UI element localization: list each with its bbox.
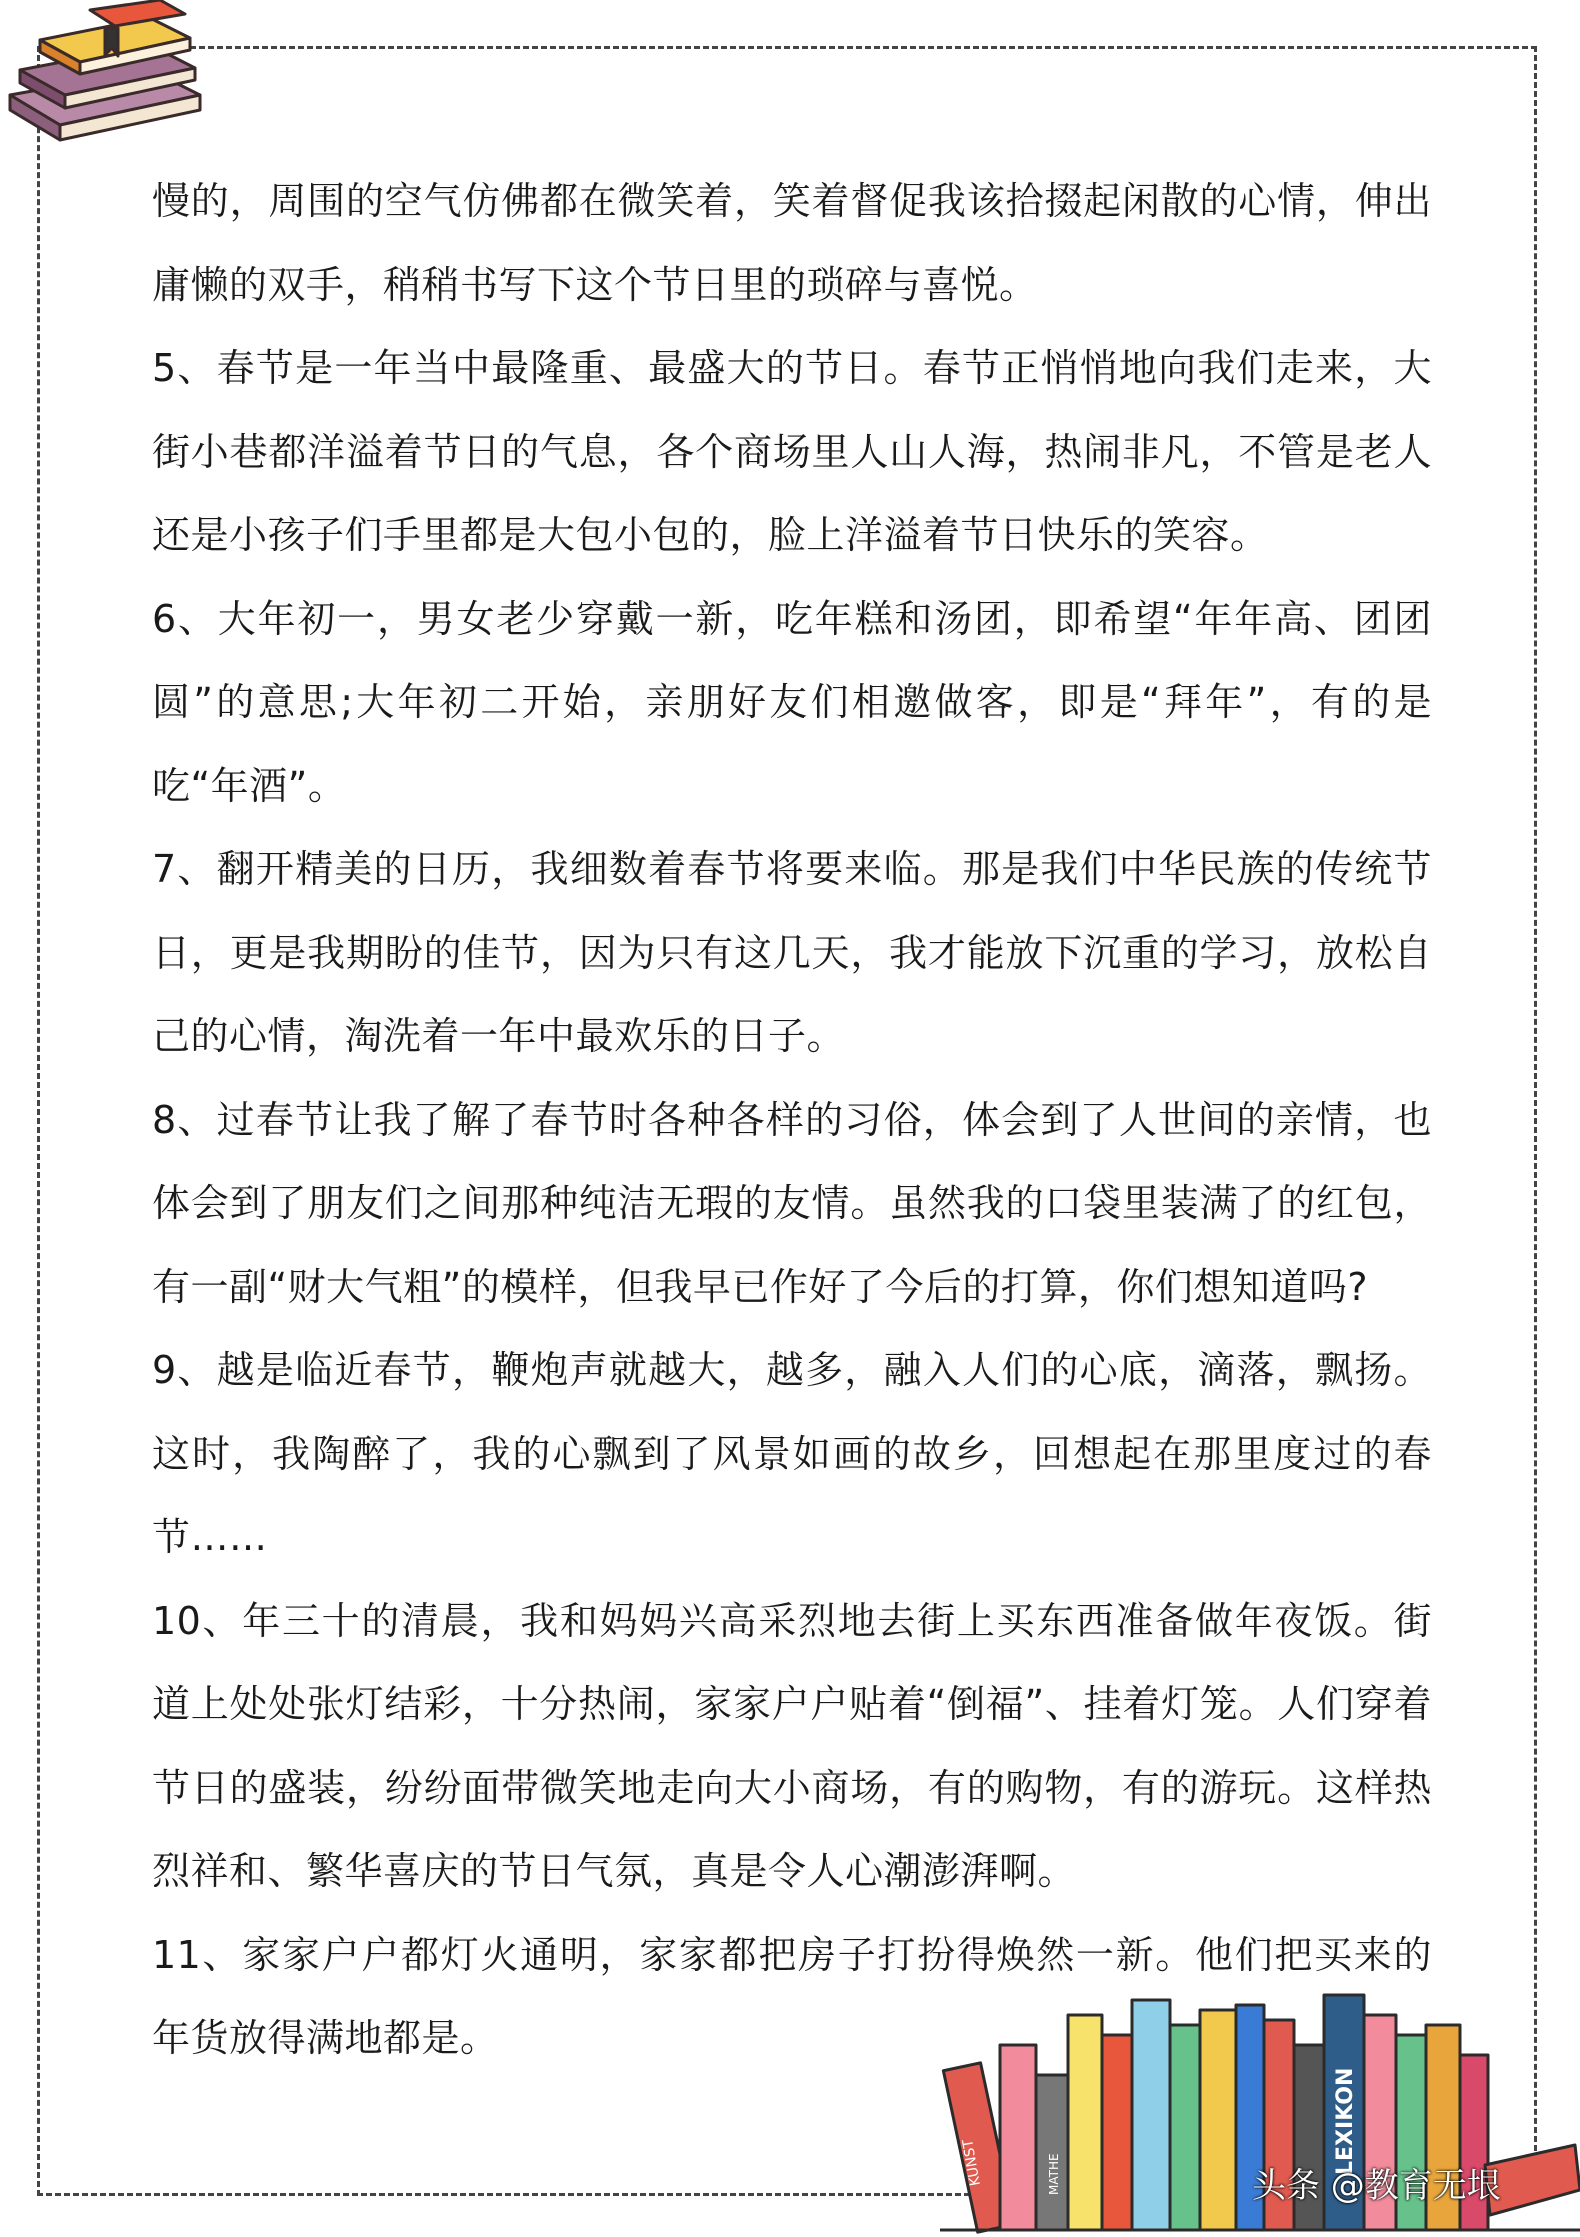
paragraph: 9、越是临近春节，鞭炮声就越大，越多，融入人们的心底，滴落，飘扬。这时，我陶醉了，我的心飘到了风景如画的故乡，回想起在那里度过的春节…… [152,1348,1432,1559]
paragraph: 10、年三十的清晨，我和妈妈兴高采烈地去街上买东西准备做年夜饭。街道上处处张灯结彩，十分热闹，家家户户贴着“倒福”、挂着灯笼。人们穿着节日的盛装，纷纷面带微笑地走向大小商场，有的购物，有的游玩。这样热烈祥和、繁华喜庆的节日气氛，真是令人心潮澎湃啊。 [152,1598,1432,1893]
spine-label-kunst: KUNST [960,2138,984,2188]
spine-label-lexikon: LEXIKON [1333,2067,1358,2175]
paragraph: 6、大年初一，男女老少穿戴一新，吃年糕和汤团，即希望“年年高、团团圆”的意思;大年初二开始，亲朋好友们相邀做客，即是“拜年”，有的是吃“年酒”。 [152,596,1432,808]
stacked-books-icon [0,0,240,150]
paragraph: 7、翻开精美的日历，我细数着春节将要来临。那是我们中华民族的传统节日，更是我期盼的佳节，因为只有这几天，我才能放下沉重的学习，放松自己的心情，淘洗着一年中最欢乐的日子。 [152,847,1432,1058]
paragraph: 8、过春节让我了解了春节时各种各样的习俗，体会到了人世间的亲情，也体会到了朋友们之间那种纯洁无瑕的友情。虽然我的口袋里装满了的红包，有一副“财大气粗”的模样，但我早已作好了今后的打算，你们想知道吗? [152,1097,1432,1309]
paragraph: 慢的，周围的空气仿佛都在微笑着，笑着督促我该拾掇起闲散的心情，伸出庸懒的双手，稍稍书写下这个节日里的琐碎与喜悦。 [152,179,1432,307]
watermark: 头条 @教育无垠 [1252,2166,1501,2206]
paragraph: 11、家家户户都灯火通明，家家都把房子打扮得焕然一新。他们把买来的年货放得满地都是。 [152,1932,1432,2060]
article-body [152,160,1432,2081]
spine-label-mathe: MATHE [1047,2153,1061,2195]
paragraph: 5、春节是一年当中最隆重、最盛大的节日。春节正悄悄地向我们走来，大街小巷都洋溢着节日的气息，各个商场里人山人海，热闹非凡，不管是老人还是小孩子们手里都是大包小包的，脸上洋溢着节日快乐的笑容。 [152,346,1432,557]
